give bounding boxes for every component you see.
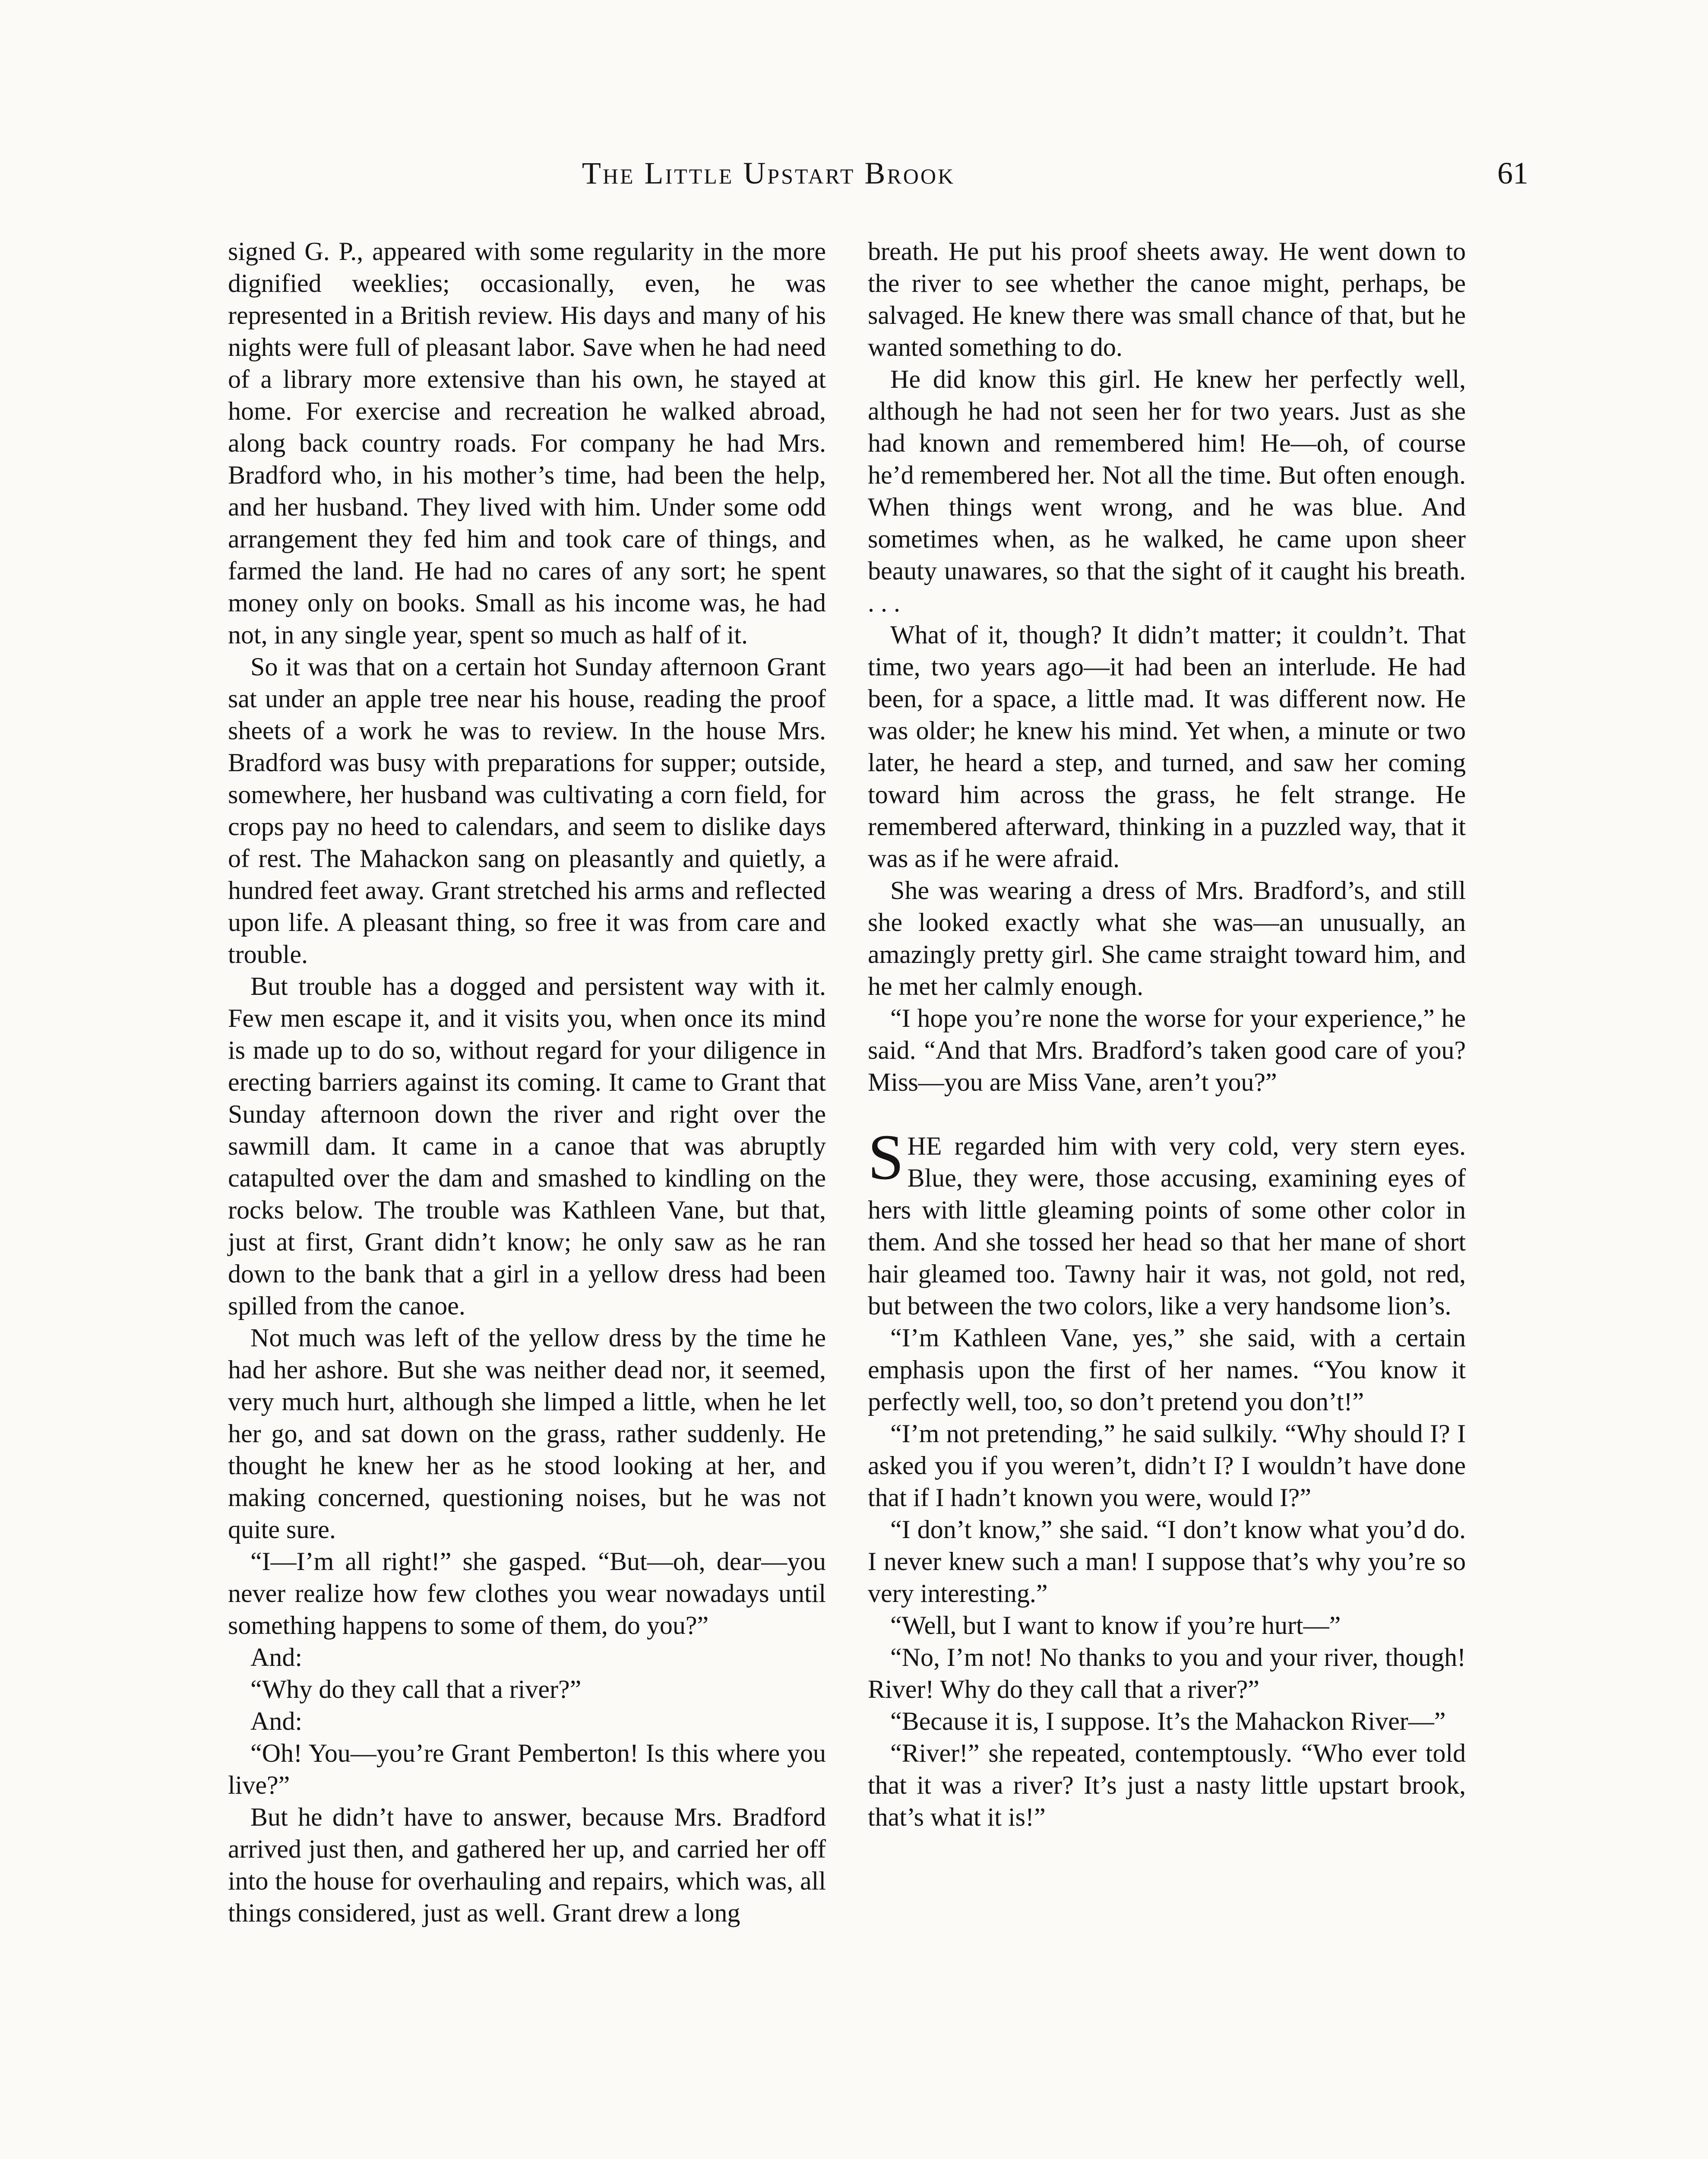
paragraph: “I’m Kathleen Vane, yes,” she said, with a certain emphasis upon the first of her names. “You know it perfectly well, too, so don’t pretend you don’t!” xyxy=(868,1323,1466,1416)
paragraph: He did know this girl. He knew her perfectly well, although he had not seen her for two years. Just as she had known and remembered him! He—oh, of course he’d remembered her. Not all the time. But often enough. When things went wrong, and he was blue. And sometimes when, as he walked, he came upon sheer beauty unawares, so that the sight of it caught his breath. . . . xyxy=(868,365,1466,617)
running-title: The Little Upstart Brook xyxy=(582,156,955,190)
paragraph: Not much was left of the yellow dress by the time he had her ashore. But she was neither dead nor, it seemed, very much hurt, although she limped a little, when he let her go, and sat down on the grass, rather suddenly. He thought he knew her as he stood looking at her, and making concerned, questioning noises, but he was not quite sure. xyxy=(228,1323,826,1544)
paragraph: “River!” she repeated, contemptously. “Who ever told that it was a river? It’s just a nasty little upstart brook, that’s what it is!” xyxy=(868,1739,1466,1831)
page-number: 61 xyxy=(1497,156,1528,190)
paragraph: “Well, but I want to know if you’re hurt—” xyxy=(890,1611,1341,1640)
paragraph: “Because it is, I suppose. It’s the Mahackon River—” xyxy=(890,1707,1446,1735)
paragraph: And: xyxy=(250,1707,302,1735)
paragraph: “I don’t know,” she said. “I don’t know what you’d do. I never knew such a man! I suppose that’s why you’re so very interesting.” xyxy=(868,1515,1466,1608)
paragraph: “No, I’m not! No thanks to you and your river, though! River! Why do they call that a river?” xyxy=(868,1643,1466,1703)
paragraph: “Oh! You—you’re Grant Pemberton! Is this where you live?” xyxy=(228,1739,826,1799)
paragraph: And: xyxy=(250,1643,302,1671)
section-opening-paragraph xyxy=(868,1121,1466,1322)
paragraph: “Why do they call that a river?” xyxy=(250,1675,582,1703)
paragraph: She was wearing a dress of Mrs. Bradford’s, and still she looked exactly what she was—an unusually, an amazingly pretty girl. She came straight toward him, and he met her calmly enough. xyxy=(868,876,1466,1000)
paragraph: signed G. P., appeared with some regularity in the more dignified weeklies; occasionally, even, he was represented in a British review. His days and many of his nights were full of pleasant labor. Save when he had need of a library more extensive than his own, he stayed at home. For exercise and recreation he walked abroad, along back country roads. For company he had Mrs. Bradford who, in his mother’s time, had been the help, and her husband. They lived with him. Under some odd arrangement they fed him and took care of things, and farmed the land. He had no cares of any sort; he spent money only on books. Small as his income was, he had not, in any single year, spent so much as half of it. xyxy=(228,237,826,649)
paragraph: But trouble has a dogged and persistent way with it. Few men escape it, and it visits you, when once its mind is made up to do so, without regard for your diligence in erecting barriers against its coming. It came to Grant that Sunday afternoon down the river and right over the sawmill dam. It came in a canoe that was abruptly catapulted over the dam and smashed to kindling on the rocks below. The trouble was Kathleen Vane, but that, just at first, Grant didn’t know; he only saw as he ran down to the bank that a girl in a yellow dress had been spilled from the canoe. xyxy=(228,972,826,1320)
section-opening-text: HE regarded him with very cold, very stern eyes. Blue, they were, those accusing, examining eyes of hers with little gleaming points of some other color in them. And she tossed her head so that her mane of short hair gleamed too. Tawny hair it was, not gold, not red, but between the two colors, like a very handsome lion’s. xyxy=(868,1132,1466,1320)
paragraph: So it was that on a certain hot Sunday afternoon Grant sat under an apple tree near his house, reading the proof sheets of a work he was to review. In the house Mrs. Bradford was busy with preparations for supper; outside, somewhere, her husband was cultivating a corn field, for crops pay no heed to calendars, and seem to dislike days of rest. The Mahackon sang on pleasantly and quietly, a hundred feet away. Grant stretched his arms and reflected upon life. A pleasant thing, so free it was from care and trouble. xyxy=(228,652,826,969)
paragraph: But he didn’t have to answer, because Mrs. Bradford arrived just then, and gathered her up, and carried her off into the house for overhauling and repairs, which was, all things considered, just as well. Grant drew a long xyxy=(228,1803,826,1927)
left-column xyxy=(228,235,826,1929)
paragraph: “I’m not pretending,” he said sulkily. “Why should I? I asked you if you weren’t, didn’t I? I wouldn’t have done that if I hadn’t known you were, would I?” xyxy=(868,1419,1466,1512)
paragraph: “I—I’m all right!” she gasped. “But—oh, dear—you never realize how few clothes you wear nowadays until something happens to some of them, do you?” xyxy=(228,1547,826,1640)
paragraph: “I hope you’re none the worse for your experience,” he said. “And that Mrs. Bradford’s taken good care of you? Miss—you are Miss Vane, aren’t you?” xyxy=(868,1004,1466,1096)
paragraph: breath. He put his proof sheets away. He went down to the river to see whether the canoe might, perhaps, be salvaged. He knew there was small chance of that, but he wanted something to do. xyxy=(868,237,1466,361)
paragraph: What of it, though? It didn’t matter; it couldn’t. That time, two years ago—it had been an interlude. He had been, for a space, a little mad. It was different now. He was older; he knew his mind. Yet when, a minute or two later, he heard a step, and turned, and saw her coming toward him across the grass, he felt strange. He remembered afterward, thinking in a puzzled way, that it was as if he were afraid. xyxy=(868,620,1466,873)
right-column xyxy=(868,235,1466,1833)
drop-cap: S xyxy=(868,1121,904,1193)
